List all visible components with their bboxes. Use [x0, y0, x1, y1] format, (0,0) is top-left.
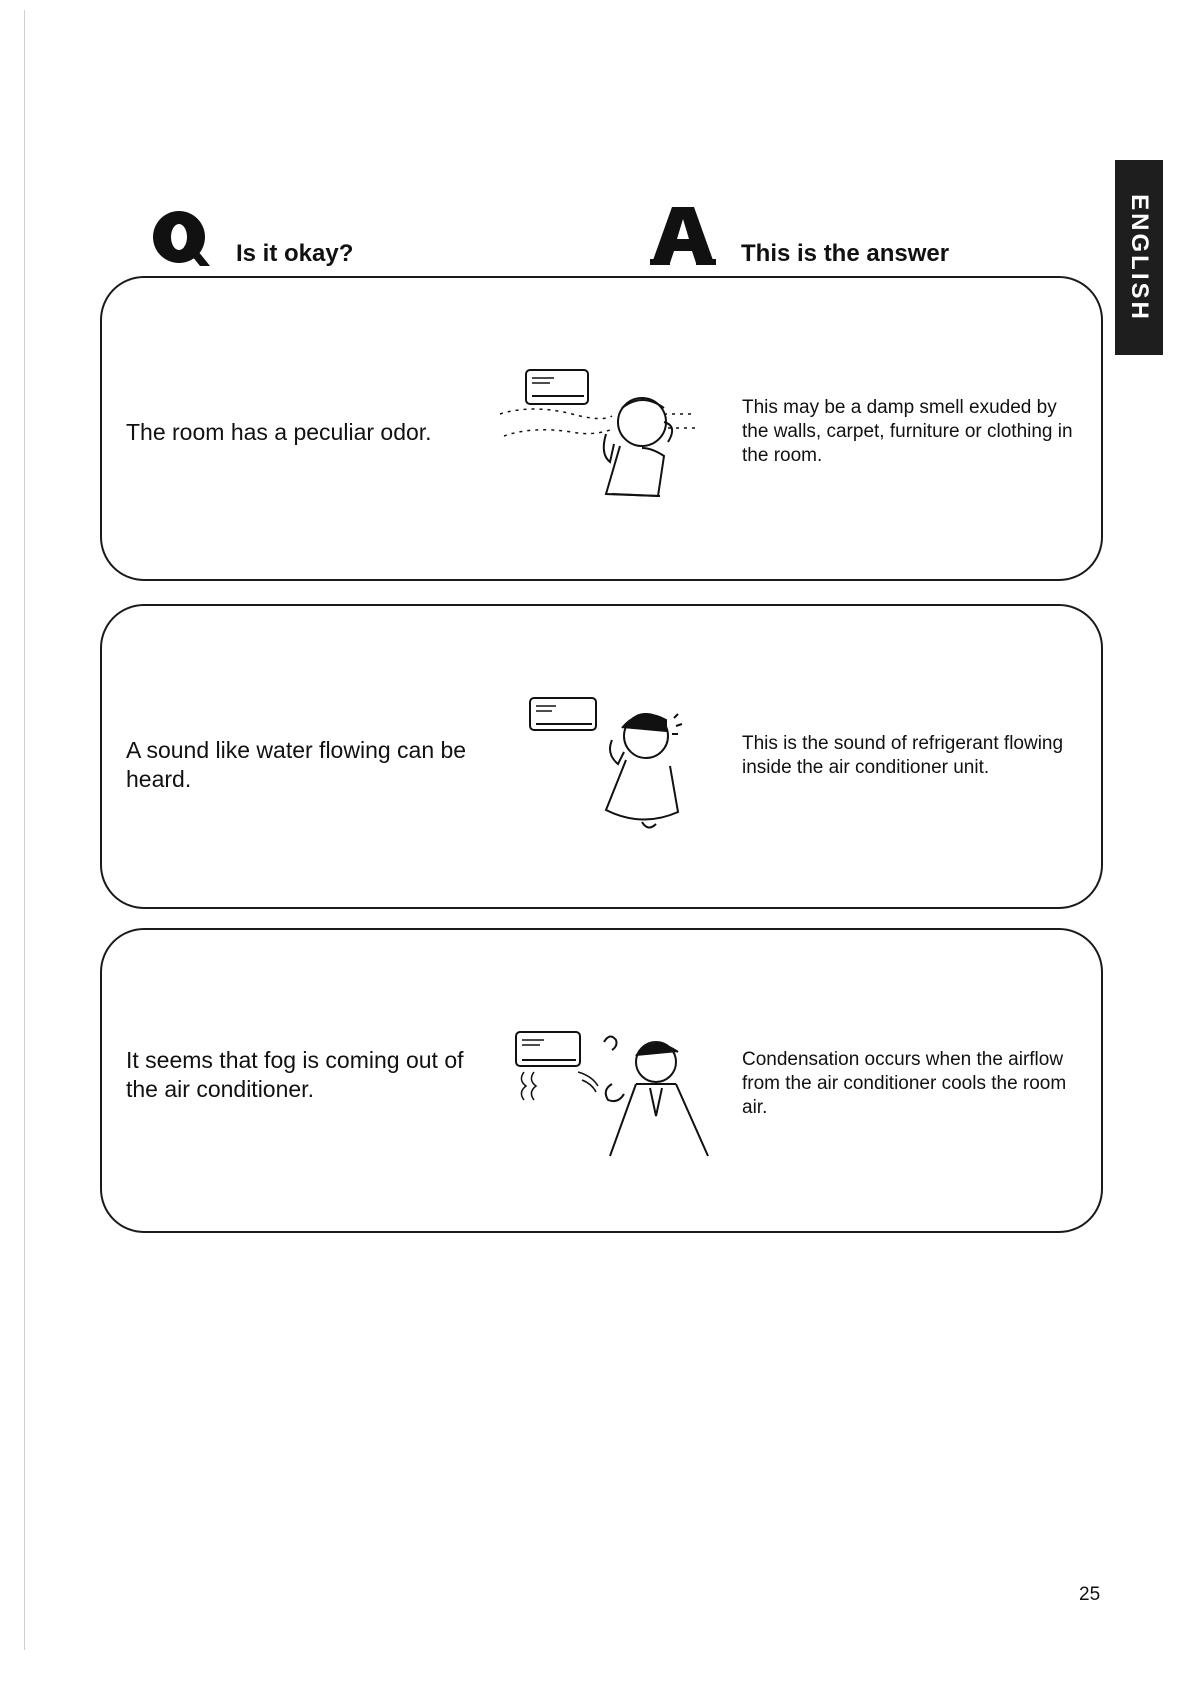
margin-line [24, 10, 25, 1650]
fog-illustration-icon [512, 1028, 732, 1178]
qa-panel-fog [100, 928, 1103, 1233]
question-text: A sound like water flowing can be heard. [126, 737, 467, 792]
answer-text: This may be a damp smell exuded by the walls, carpet, furniture or clothing in the room. [742, 397, 1073, 466]
answer-text: Condensation occurs when the airflow from the air conditioner cools the room air. [742, 1049, 1067, 1118]
page-number: 25 [1079, 1584, 1101, 1605]
answer-text: This is the sound of refrigerant flowing inside the air conditioner unit. [742, 733, 1064, 778]
qa-panel-odor [100, 276, 1103, 581]
question-text: The room has a peculiar odor. [126, 419, 432, 445]
header-answer-label: This is the answer [741, 240, 950, 267]
header-question-label: Is it okay? [236, 240, 354, 267]
language-tab [1115, 160, 1163, 355]
a-badge-icon [650, 205, 716, 265]
language-tab-label: ENGLISH [1126, 193, 1153, 322]
question-text: It seems that fog is coming out of the air conditioner. [126, 1047, 464, 1102]
odor-illustration-icon [492, 364, 712, 514]
qa-panel-sound [100, 604, 1103, 909]
q-badge-icon [150, 208, 212, 270]
sound-illustration-icon [522, 694, 722, 844]
